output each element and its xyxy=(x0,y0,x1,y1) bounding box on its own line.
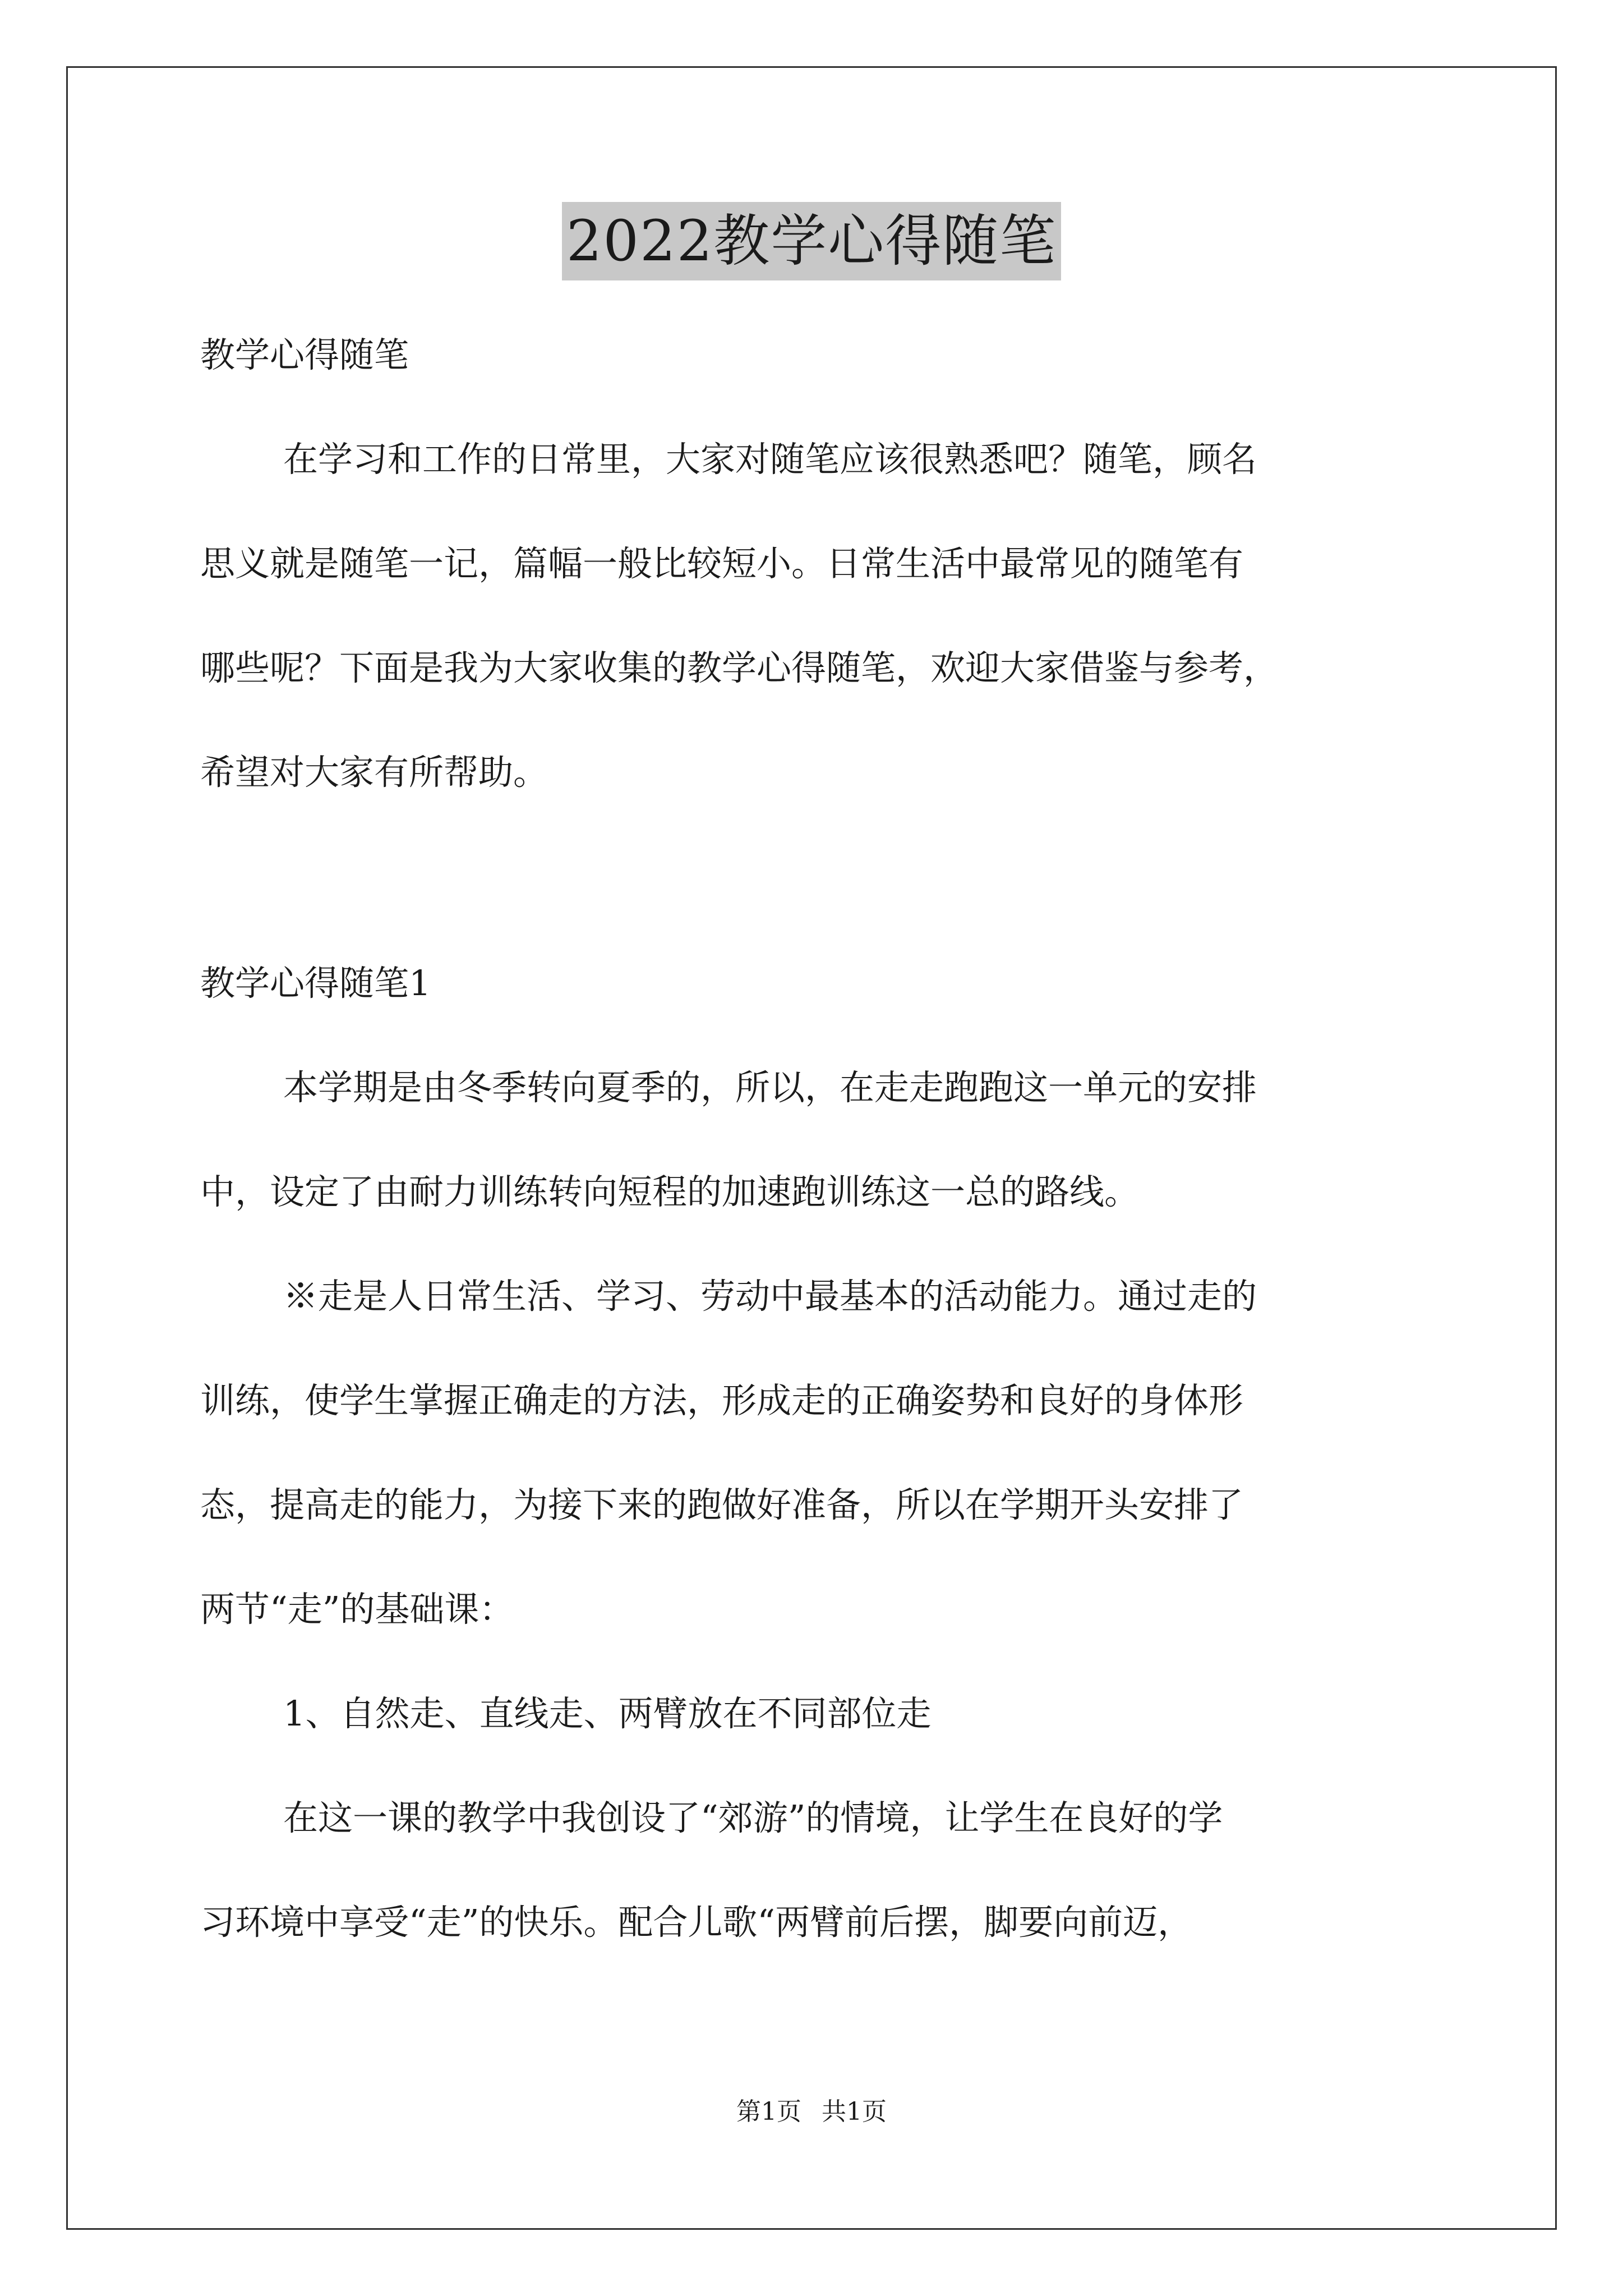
paragraph-line: 中，设定了由耐力训练转向短程的加速跑训练这一总的路线。 xyxy=(200,1171,1140,1212)
paragraph-line: 训练，使学生掌握正确走的方法，形成走的正确姿势和良好的身体形 xyxy=(200,1380,1244,1421)
paragraph-line: 思义就是随笔一记，篇幅一般比较短小。日常生活中最常见的随笔有 xyxy=(200,543,1244,584)
page-number: 第1页 xyxy=(736,2097,801,2126)
paragraph-line: 哪些呢？下面是我为大家收集的教学心得随笔，欢迎大家借鉴与参考， xyxy=(200,647,1279,688)
document-title: 2022教学心得随笔 xyxy=(562,202,1062,280)
page-footer xyxy=(0,2095,1623,2129)
paragraph-line: ※走是人日常生活、学习、劳动中最基本的活动能力。通过走的 xyxy=(283,1276,1257,1317)
list-item: 1、自然走、直线走、两臂放在不同部位走 xyxy=(283,1693,932,1734)
paragraph-line: 在学习和工作的日常里，大家对随笔应该很熟悉吧？随笔，顾名 xyxy=(283,439,1257,480)
paragraph-line: 态，提高走的能力，为接下来的跑做好准备，所以在学期开头安排了 xyxy=(200,1484,1244,1525)
section-heading: 教学心得随笔 xyxy=(200,334,409,375)
document-body xyxy=(200,303,1423,1975)
title-container xyxy=(0,202,1623,280)
blank-line xyxy=(200,825,1423,931)
paragraph-line: 本学期是由冬季转向夏季的，所以，在走走跑跑这一单元的安排 xyxy=(283,1067,1257,1108)
paragraph-line: 希望对大家有所帮助。 xyxy=(200,752,548,793)
paragraph-line: 两节“走”的基础课： xyxy=(200,1589,514,1630)
paragraph-line: 习环境中享受“走”的快乐。配合儿歌“两臂前后摆，脚要向前迈， xyxy=(200,1902,1193,1943)
page-total: 共1页 xyxy=(822,2097,887,2126)
paragraph-line: 在这一课的教学中我创设了“郊游”的情境，让学生在良好的学 xyxy=(283,1797,1223,1838)
section-heading: 教学心得随笔1 xyxy=(200,963,431,1004)
